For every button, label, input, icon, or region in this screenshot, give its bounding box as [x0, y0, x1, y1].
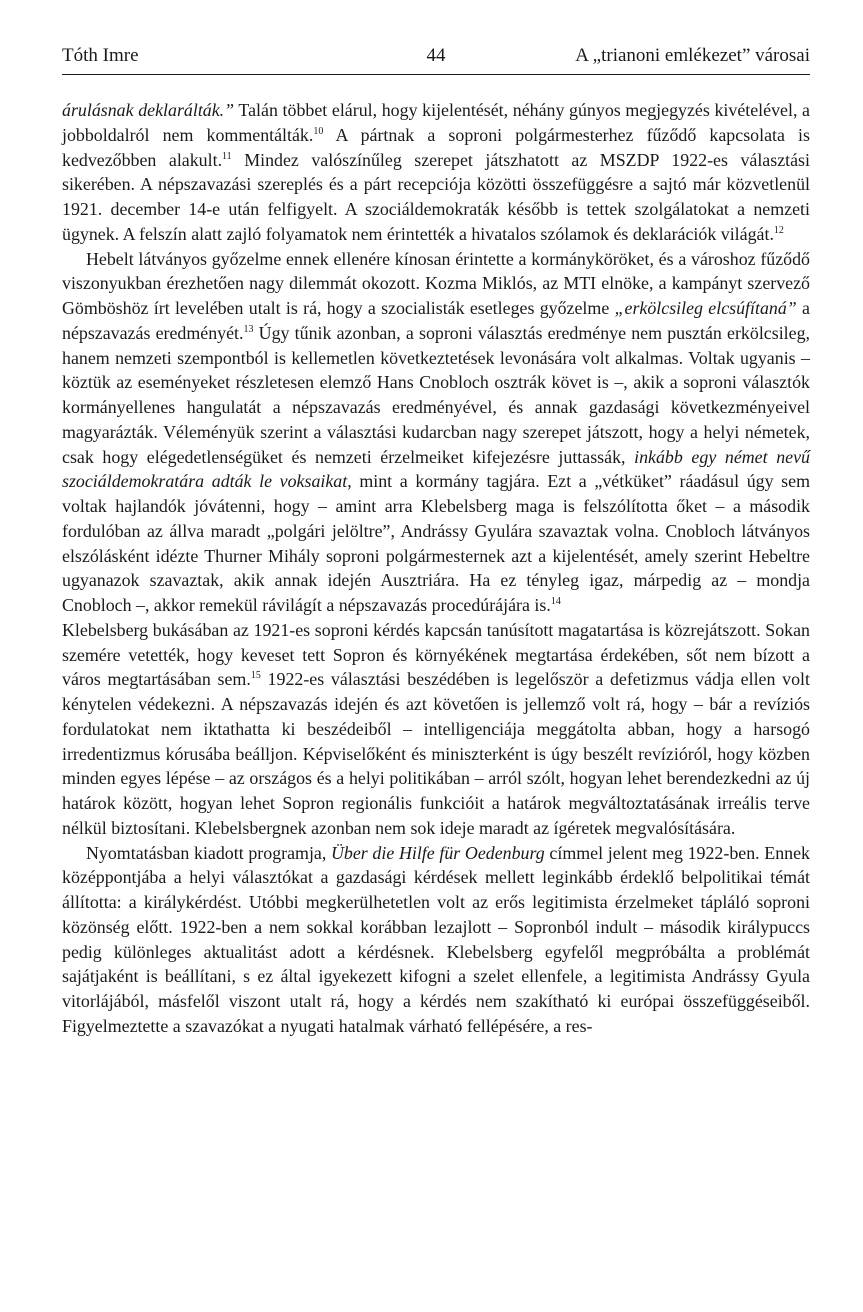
italic-text: inkább egy német nevű szociáldemokratára adták le voksaikat — [62, 446, 810, 492]
paragraph — [62, 841, 810, 1039]
text-run: Klebelsberg bukásában az 1921-es soproni kérdés kapcsán tanúsított magatartása is közrejátszott. Sokan szemére vetették, hogy keveset tett Sopron és környékének megtartása érdekében, sőt nem bízott a város megtartásában sem. — [62, 619, 810, 690]
text-run: Úgy tűnik azonban, a soproni választás eredménye nem pusztán erkölcsileg, hanem nemzeti szempontból is kellemetlen következtetések levonására volt alkalmas. Voltak ugyanis – köztük az eseményeket részletesen elemző Hans Cnobloch osztrák követ is –, akik a soproni választók kormányellenes hangulatát a népszavazás eredményével, és annak gazdasági következményeivel magyarázták. Véleményük szerint a választási kudarcban nagy szerepet játszott, hogy a helyi németek, csak hogy elégedetlenségüket és nemzeti érzelmeiket kifejezésre juttassák, — [62, 322, 810, 467]
header-running-title: A „trianoni emlékezet” városai — [575, 45, 810, 66]
italic-text: Über die Hilfe für Oedenburg — [331, 842, 545, 863]
header-rule — [62, 74, 810, 75]
footnote-ref: 13 — [243, 323, 254, 335]
text-run: címmel jelent meg 1922-ben. Ennek középpontjába a helyi választókat a gazdasági kérdések mellett leginkább érdeklő belpolitikai témát állította: a királykérdést. Utóbbi megkerülhetetlen volt az erős legitimista érzelmeket tápláló soproni közönség előtt. 1922-ben a nem sokkal korábban lezajlott – Sopronból indult – második királypuccs pedig különleges aktualitást adott a kérdésnek. Klebelsberg egyfelől megpróbálta a problémát sajátjaként is beállítani, s ez által igyekezett kifogni a szelet ellenfele, a legitimista Andrássy Gyula vitorlájából, másfelől viszont utalt rá, hogy a kérdés nem szakítható ki európai összefüggéseiből. Figyelmeztette a szavazókat a nyugati hatalmak várható fellépésére, a res- — [62, 842, 810, 1036]
footnote-ref: 15 — [250, 670, 261, 682]
text-run: , mint a kormány tagjára. Ezt a „vétküket” ráadásul úgy sem voltak hajlandók jóvátenni, hogy – amint arra Klebelsberg maga is felszólította őket – a második fordulóban az állva maradt „polgári jelöltre”, Andrássy Gyulára szavaztak volna. Cnobloch látványos elszólásként idézte Thurner Mihály soproni polgármesternek azt a kijelentését, amely szerint Hebeltre ugyanazok szavaztak, akik annak idején Ausztriára. Ha ez tényleg igaz, márpedig az – mondja Cnobloch –, akkor remekül rávilágít a népszavazás procedúrájára is. — [62, 471, 810, 615]
body-text — [62, 98, 810, 1039]
header-author: Tóth Imre — [62, 45, 139, 66]
footnote-ref: 14 — [550, 596, 561, 607]
text-run: Hebelt látványos győzelme ennek ellenére kínosan érintette a kormányköröket, és a városhoz fűződő viszonyukban érezhetően nagy dilemmát okozott. Kozma Miklós, az MTI elnöke, a kampányt szervező Gömböshöz írt levelében utalt is rá, hogy a szocialisták esetleges győzelme — [62, 248, 810, 318]
text-run: A pártnak a soproni polgármesterhez fűződő kapcsolata is kedvezőbben alakult. — [62, 124, 810, 170]
footnote-ref: 11 — [222, 150, 232, 162]
text-run: a népszavazás eredményét. — [62, 298, 811, 343]
paragraph — [62, 247, 810, 618]
text-run: Talán többet elárul, hogy kijelentését, néhány gúnyos megjegyzés kivételével, a jobboldalról nem kommentálták. — [62, 100, 810, 145]
paragraph — [62, 98, 810, 247]
footnote-ref: 12 — [773, 224, 784, 236]
italic-text: árulásnak deklarálták.” — [62, 100, 235, 120]
text-run: Mindez valószínűleg szerepet játszhatott az MSZDP 1922-es választási sikerében. A népszavazási szereplés és a párt recepciója közötti összefüggésre a sajtó már közvetlenül 1921. december 14-e után felfigyelt. A szociáldemokraták később is tettek szolgálatokat a nemzeti ügynek. A felszín alatt zajló folyamatok nem érintették a hivatalos szólamok és deklarációk világát. — [62, 149, 810, 244]
text-run: 1922-es választási beszédében is legelőször a defetizmus vádja ellen volt kénytelen védekezni. A népszavazás idején és azt követően is jellemző volt rá, hogy – bár a revíziós fordulatokat nem iktathatta ki beszédeiből – intelligenciája meggátolta abban, hogy a harsogó irredentizmus kórusába beálljon. Képviselőként és miniszterként is úgy beszélt revízióról, hogy közben minden egyes lépése – az országos és a helyi politikában – arról szólt, hogyan lehet berendezkedni az új határok között, hogyan lehet Sopron regionális funkcióit a határok megváltoztatásának irreális terve nélkül biztosítani. Klebelsbergnek azonban nem sok ideje maradt az ígéretek megvalósítására. — [62, 669, 810, 838]
italic-text: „erkölcsileg elcsúfítaná” — [614, 298, 797, 318]
footnote-ref: 10 — [313, 125, 324, 137]
paragraph — [62, 618, 810, 841]
header-page-number: 44 — [426, 45, 446, 66]
text-run: Nyomtatásban kiadott programja, — [86, 842, 331, 863]
running-header — [62, 44, 810, 74]
